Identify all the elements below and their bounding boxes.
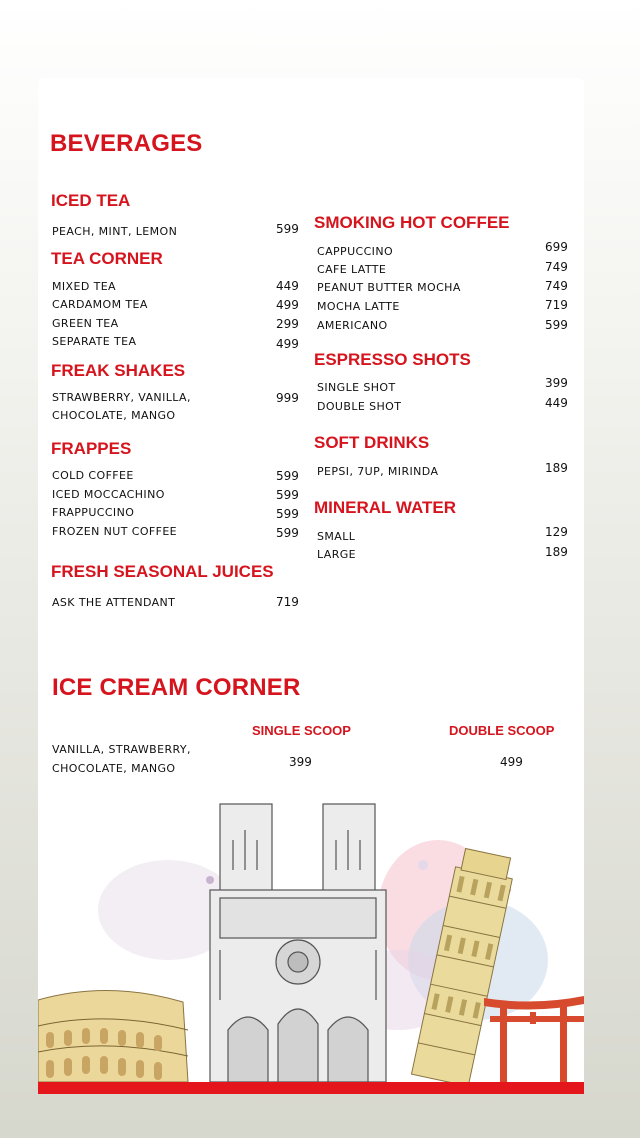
footer-red-bar	[38, 1082, 584, 1094]
landmarks-illustration	[38, 790, 584, 1094]
single-scoop-price: 399	[289, 755, 312, 769]
menu-item-price: 499	[276, 337, 299, 351]
menu-item-price: 599	[276, 526, 299, 540]
beverages-title: BEVERAGES	[50, 130, 203, 157]
section-frappes-title: FRAPPES	[51, 439, 132, 458]
menu-item-price: 449	[276, 279, 299, 293]
menu-item-name: ASK THE ATTENDANT	[52, 596, 176, 609]
menu-item-name: AMERICANO	[317, 319, 388, 332]
menu-card	[38, 78, 584, 1094]
menu-item-price: 599	[276, 222, 299, 236]
menu-item-price: 999	[276, 391, 299, 405]
menu-item-name: PEANUT BUTTER MOCHA	[317, 281, 461, 294]
menu-item-name: FROZEN NUT COFFEE	[52, 525, 178, 538]
menu-item-price: 399	[545, 376, 568, 390]
menu-item-price: 499	[276, 298, 299, 312]
menu-item-price: 749	[545, 260, 568, 274]
section-freak-shakes-title: FREAK SHAKES	[51, 361, 186, 380]
double-scoop-header: DOUBLE SCOOP	[449, 723, 555, 738]
menu-item-name: COLD COFFEE	[52, 469, 134, 482]
menu-item-price: 749	[545, 279, 568, 293]
section-soft-drinks-title: SOFT DRINKS	[314, 433, 430, 452]
menu-item-name: SEPARATE TEA	[52, 335, 137, 348]
menu-item-price: 449	[545, 396, 568, 410]
section-hot-coffee-title: SMOKING HOT COFFEE	[314, 213, 510, 232]
menu-item-name: CAPPUCCINO	[317, 245, 394, 258]
menu-item-price: 299	[276, 317, 299, 331]
menu-item-name: SINGLE SHOT	[317, 381, 396, 394]
menu-item-name: MIXED TEA	[52, 280, 116, 293]
menu-item-name: DOUBLE SHOT	[317, 400, 402, 413]
section-fresh-juices-title: FRESH SEASONAL JUICES	[51, 562, 274, 581]
icecream-item-line1: VANILLA, STRAWBERRY,	[52, 743, 191, 756]
menu-item-name: CAFE LATTE	[317, 263, 387, 276]
section-mineral-water-title: MINERAL WATER	[314, 498, 456, 517]
menu-item-name: MOCHA LATTE	[317, 300, 400, 313]
menu-item-name: ICED MOCCACHINO	[52, 488, 165, 501]
menu-item-name: LARGE	[317, 548, 357, 561]
icecream-title: ICE CREAM CORNER	[52, 674, 301, 701]
menu-item-name: STRAWBERRY, VANILLA,	[52, 391, 191, 404]
menu-item-price: 599	[545, 318, 568, 332]
menu-item-price: 129	[545, 525, 568, 539]
menu-item-price: 599	[276, 488, 299, 502]
menu-item-name: PEACH, MINT, LEMON	[52, 225, 178, 238]
single-scoop-header: SINGLE SCOOP	[252, 723, 351, 738]
menu-item-name: CARDAMOM TEA	[52, 298, 148, 311]
colosseum-icon	[38, 990, 188, 1082]
menu-item-price: 599	[276, 469, 299, 483]
section-iced-tea-title: ICED TEA	[51, 191, 131, 210]
section-espresso-title: ESPRESSO SHOTS	[314, 350, 471, 369]
menu-item-price: 189	[545, 545, 568, 559]
menu-item-price: 599	[276, 507, 299, 521]
menu-item-name: SMALL	[317, 530, 356, 543]
icecream-item-line2: CHOCOLATE, MANGO	[52, 762, 176, 775]
section-tea-corner-title: TEA CORNER	[51, 249, 163, 268]
menu-item-name-line2: CHOCOLATE, MANGO	[52, 409, 176, 422]
menu-item-name: PEPSI, 7UP, MIRINDA	[317, 465, 439, 478]
menu-item-name: GREEN TEA	[52, 317, 119, 330]
menu-item-price: 699	[545, 240, 568, 254]
menu-item-price: 719	[545, 298, 568, 312]
cathedral-icon	[210, 804, 386, 1082]
menu-item-price: 719	[276, 595, 299, 609]
double-scoop-price: 499	[500, 755, 523, 769]
menu-item-price: 189	[545, 461, 568, 475]
menu-item-name: FRAPPUCCINO	[52, 506, 135, 519]
